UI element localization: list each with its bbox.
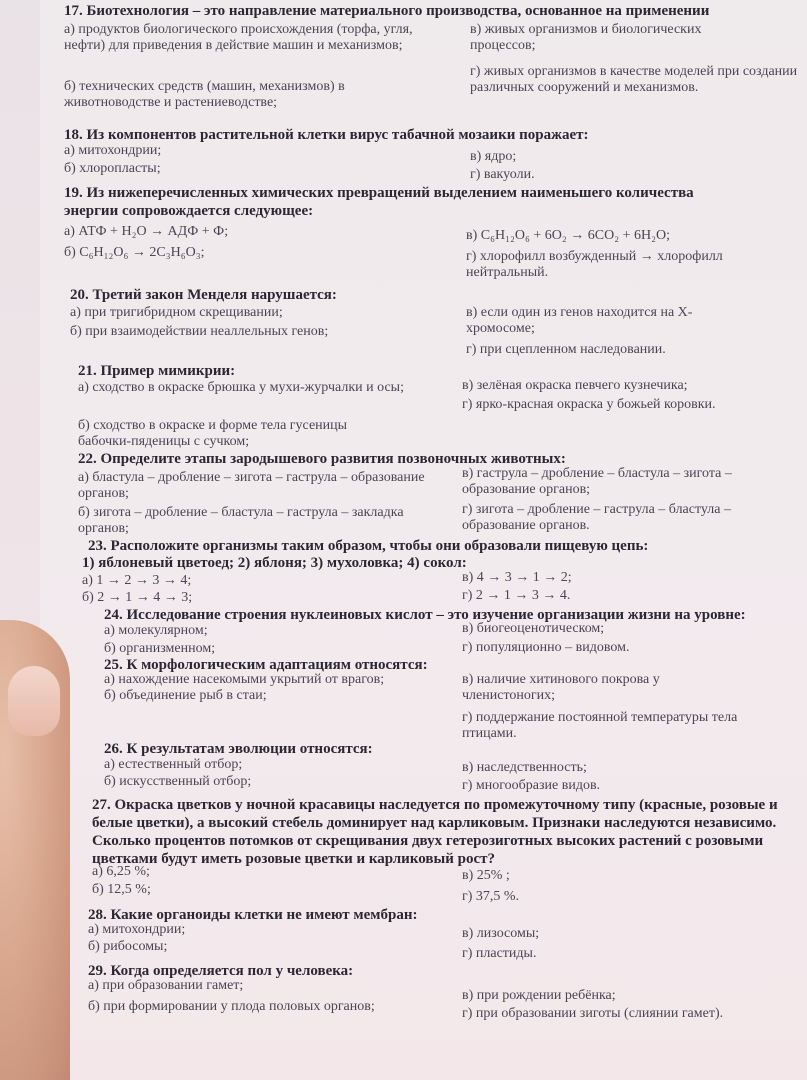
- q20-option-b: б) при взаимодействии неаллельных генов;: [70, 324, 329, 339]
- q17-option-b: б) технических средств (машин, механизмов) в животноводстве и растениеводстве;: [64, 79, 345, 110]
- q23-option-v: в) 4 → 3 → 1 → 2;: [462, 570, 572, 585]
- q17-option-g: г) живых организмов в качестве моделей при создании различных сооружений и механизмов.: [470, 64, 798, 95]
- q19-option-v: в) C₆H₁₂O₆ + 6O₂ → 6CO₂ + 6H₂O;: [466, 228, 670, 243]
- question-23-title: 23. Расположите организмы таким образом, чтобы они образовали пищевую цепь:: [88, 538, 649, 554]
- q29-option-a: а) при образовании гамет;: [88, 978, 244, 993]
- q20-option-g: г) при сцепленном наследовании.: [466, 342, 666, 357]
- q28-option-b: б) рибосомы;: [88, 939, 168, 954]
- q22-option-a: а) бластула – дробление – зигота – гаструла – образование органов;: [78, 470, 425, 501]
- q25-option-a: а) нахождение насекомыми укрытий от врагов;: [104, 672, 385, 687]
- question-18-title: 18. Из компонентов растительной клетки вирус табачной мозаики поражает:: [64, 127, 589, 143]
- q25-option-b: б) объединение рыб в стаи;: [104, 688, 267, 703]
- q29-option-b: б) при формировании у плода половых органов;: [88, 999, 375, 1014]
- question-26-title: 26. К результатам эволюции относятся:: [104, 741, 373, 757]
- q23-option-b: б) 2 → 1 → 4 → 3;: [82, 590, 193, 605]
- question-29-title: 29. Когда определяется пол у человека:: [88, 963, 354, 979]
- question-21-title: 21. Пример мимикрии:: [78, 363, 236, 379]
- q27-option-b: б) 12,5 %;: [92, 882, 151, 897]
- q21-option-g: г) ярко-красная окраска у божьей коровки.: [462, 397, 716, 412]
- q17-option-a: а) продуктов биологического происхождения (торфа, угля, нефти) для приведения в действие машин и механизмов;: [64, 22, 413, 53]
- question-23-subtitle: 1) яблоневый цветоед; 2) яблоня; 3) мухоловка; 4) сокол:: [82, 555, 467, 571]
- q24-option-g: г) популяционно – видовом.: [462, 640, 630, 655]
- question-19-title: 19. Из нижеперечисленных химических превращений выделением наименьшего количества энергии сопровождается следующее:: [64, 185, 694, 219]
- q19-option-a: а) АТФ + H₂O → АДФ + Ф;: [64, 224, 229, 239]
- q29-option-g: г) при образовании зиготы (слиянии гамет).: [462, 1006, 724, 1021]
- q22-option-g: г) зигота – дробление – гаструла – бластула – образование органов.: [462, 502, 732, 533]
- q22-option-b: б) зигота – дробление – бластула – гаструла – закладка органов;: [78, 505, 404, 536]
- q21-option-b: б) сходство в окраске и форме тела гусеницы бабочки-пяденицы с сучком;: [78, 418, 348, 449]
- q26-option-g: г) многообразие видов.: [462, 778, 601, 793]
- question-17-title: 17. Биотехнология – это направление материального производства, основанное на применении: [64, 3, 710, 19]
- q24-option-a: а) молекулярном;: [104, 623, 208, 638]
- question-27-title: 27. Окраска цветков у ночной красавицы наследуется по промежуточному типу (красные, розовые и белые цветки), а высокий стебель доминирует над карликовым. Признаки наследуются независимо. Сколько процентов потомков от скрещивания двух гетерозиготных высоких растений с розовыми цветками будут иметь розовые цветки и карликовый рост?: [92, 797, 778, 867]
- q18-option-a: а) митохондрии;: [64, 143, 162, 158]
- q24-option-v: в) биогеоценотическом;: [462, 621, 605, 636]
- q18-option-g: г) вакуоли.: [470, 167, 535, 182]
- q29-option-v: в) при рождении ребёнка;: [462, 988, 616, 1003]
- q25-option-v: в) наличие хитинового покрова у членистоногих;: [462, 672, 660, 703]
- question-28-title: 28. Какие органоиды клетки не имеют мембран:: [88, 907, 418, 923]
- q19-option-b: б) C₆H₁₂O₆ → 2C₃H₆O₃;: [64, 245, 205, 260]
- q22-option-v: в) гаструла – дробление – бластула – зигота – образование органов;: [462, 466, 732, 497]
- q19-option-g: г) хлорофилл возбужденный → хлорофилл нейтральный.: [466, 249, 723, 280]
- question-20-title: 20. Третий закон Менделя нарушается:: [70, 287, 337, 303]
- q28-option-v: в) лизосомы;: [462, 926, 540, 941]
- q28-option-g: г) пластиды.: [462, 946, 537, 961]
- q25-option-g: г) поддержание постоянной температуры тела птицами.: [462, 710, 738, 741]
- question-22-title: 22. Определите этапы зародышевого развития позвоночных животных:: [78, 451, 566, 467]
- q26-option-a: а) естественный отбор;: [104, 757, 243, 772]
- q21-option-a: а) сходство в окраске брюшка у мухи-журчалки и осы;: [78, 380, 404, 395]
- q23-option-a: а) 1 → 2 → 3 → 4;: [82, 573, 192, 588]
- question-24-title: 24. Исследование строения нуклеиновых кислот – это изучение организации жизни на уровне:: [104, 607, 746, 623]
- q18-option-v: в) ядро;: [470, 149, 517, 164]
- q28-option-a: а) митохондрии;: [88, 922, 186, 937]
- q21-option-v: в) зелёная окраска певчего кузнечика;: [462, 378, 688, 393]
- q26-option-b: б) искусственный отбор;: [104, 774, 252, 789]
- question-25-title: 25. К морфологическим адаптациям относятся:: [104, 657, 428, 673]
- q27-option-v: в) 25% ;: [462, 868, 510, 883]
- q23-option-g: г) 2 → 1 → 3 → 4.: [462, 588, 571, 603]
- q17-option-v: в) живых организмов и биологических процессов;: [470, 22, 702, 53]
- q20-option-v: в) если один из генов находится на X-хромосоме;: [466, 305, 693, 336]
- q20-option-a: а) при тригибридном скрещивании;: [70, 305, 283, 320]
- q26-option-v: в) наследственность;: [462, 760, 587, 775]
- q27-option-a: а) 6,25 %;: [92, 864, 150, 879]
- thumbnail-nail: [8, 666, 60, 736]
- q24-option-b: б) организменном;: [104, 641, 216, 656]
- q27-option-g: г) 37,5 %.: [462, 889, 520, 904]
- q18-option-b: б) хлоропласты;: [64, 161, 161, 176]
